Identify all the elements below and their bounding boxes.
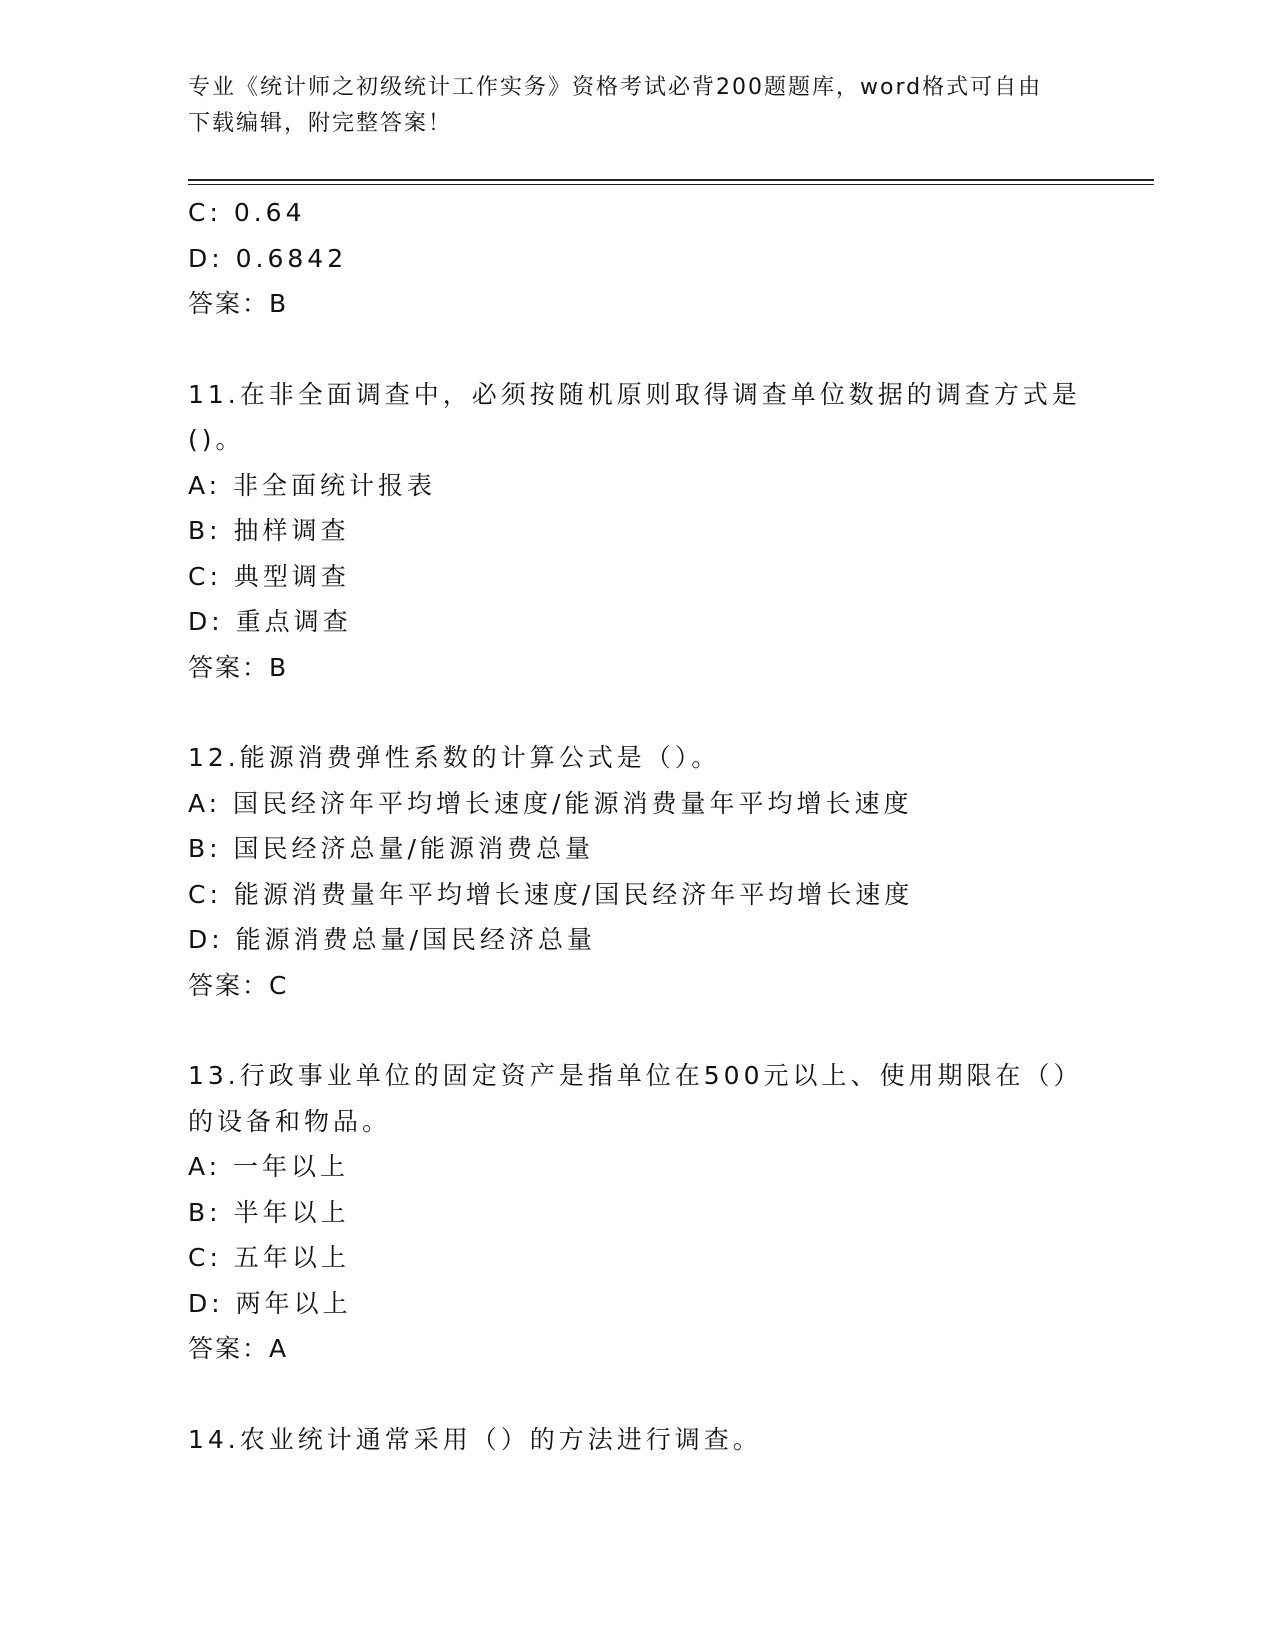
option-c: C: 典型调查 [188,561,350,591]
option-b: B: 抽样调查 [188,516,350,545]
header-line-1: 专业《统计师之初级统计工作实务》资格考试必背200题题库，word格式可自由 [188,75,1043,100]
header-divider-thick [188,179,1154,181]
header-line-2: 下载编辑，附完整答案！ [188,111,453,136]
answer-line: 答案：C [188,970,289,1000]
question-stem: 14.农业统计通常采用（）的方法进行调查。 [188,1424,762,1454]
question-13 [188,1053,1108,1372]
option-c: C: 五年以上 [188,1243,350,1272]
answer-line: 答案：B [188,289,289,318]
question-stem: 12.能源消费弹性系数的计算公式是（）。 [188,743,721,772]
option-b: B: 半年以上 [188,1197,350,1227]
option-b: B: 国民经济总量/能源消费总量 [188,834,594,863]
option-d: D: 重点调查 [188,607,352,636]
question-10-tail [188,190,1108,327]
option-d: D: 0.6842 [188,243,348,273]
question-stem-line-1: 13.行政事业单位的固定资产是指单位在500元以上、使用期限在（） [188,1061,1083,1090]
question-stem-line-1: 11.在非全面调查中，必须按随机原则取得调查单位数据的调查方式是 [188,379,1081,409]
option-c: C: 0.64 [188,198,306,227]
question-14 [188,1417,1108,1463]
question-stem-line-2: ()。 [188,425,245,454]
question-stem-line-2: 的设备和物品。 [188,1106,392,1136]
question-12 [188,735,1108,1008]
option-d: D: 两年以上 [188,1288,352,1318]
option-a: A: 非全面统计报表 [188,470,437,500]
option-a: A: 国民经济年平均增长速度/能源消费量年平均增长速度 [188,788,913,818]
question-11 [188,372,1108,691]
header-divider-thin [188,184,1154,185]
option-d: D: 能源消费总量/国民经济总量 [188,925,597,954]
document-header [188,70,1088,142]
option-c: C: 能源消费量年平均增长速度/国民经济年平均增长速度 [188,879,914,909]
answer-line: 答案：B [188,652,289,682]
question-list [188,190,1108,1462]
option-a: A: 一年以上 [188,1152,350,1181]
answer-line: 答案：A [188,1334,289,1363]
